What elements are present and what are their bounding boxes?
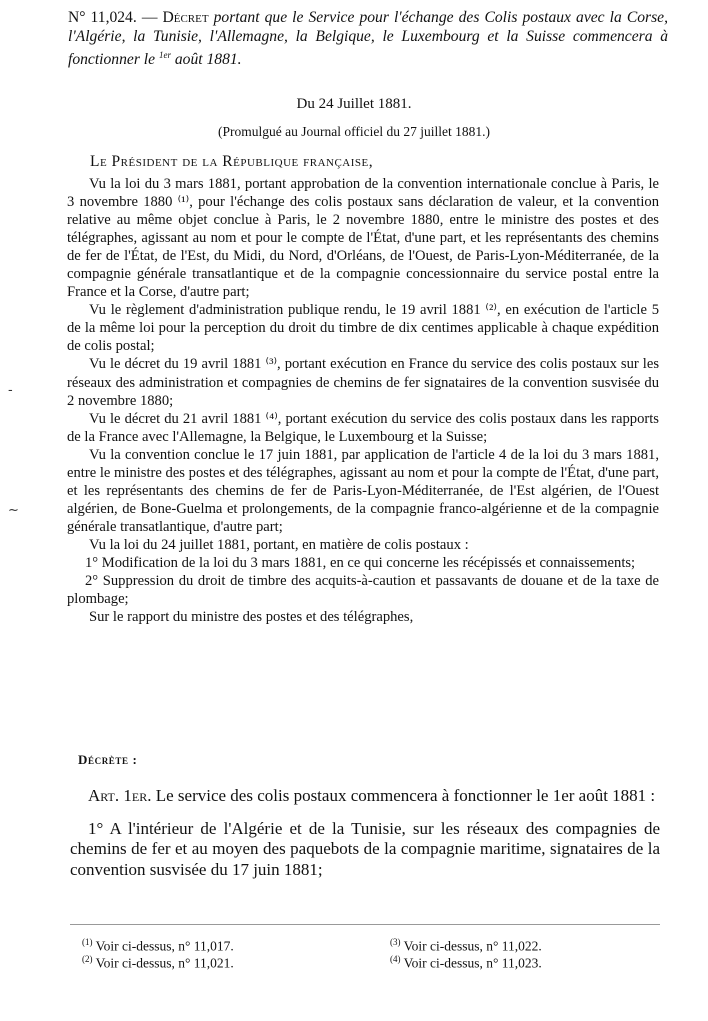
footnote-text: Voir ci-dessus, n° 11,017.	[95, 938, 234, 954]
margin-mark: -	[8, 383, 13, 398]
preamble-body	[67, 175, 659, 626]
footnote-mark: (2)	[82, 954, 93, 964]
article-1	[70, 786, 660, 880]
footnote-4	[390, 951, 542, 972]
footnote-2	[82, 951, 234, 972]
decree-title-sup: 1er	[158, 50, 171, 60]
preamble-paragraph: Vu la loi du 24 juillet 1881, portant, en matière de colis postaux :	[89, 536, 469, 553]
promulgation-note: (Promulgué au Journal officiel du 27 juillet 1881.)	[218, 124, 490, 139]
article-1-lead	[70, 786, 660, 807]
decree-number: N° 11,024. — D	[68, 9, 174, 26]
article-point-1: 1° A l'intérieur de l'Algérie et de la Tunisie, sur les réseaux des compagnies de chemins de fer et au moyen des paquebots de la compagnie maritime, signataires de la convention susvisée du 17 juin 1881;	[70, 818, 660, 879]
footnote-text: Voir ci-dessus, n° 11,022.	[403, 938, 542, 954]
decree-header	[68, 8, 668, 69]
decrete-heading: Décrète :	[78, 752, 138, 767]
preamble-paragraph: Vu la loi du 3 mars 1881, portant approbation de la convention internationale conclue à Paris, le 3 novembre 1880 ⁽¹⁾, pour l'échange des colis postaux sans déclaration de valeur, et la convention relative au même objet conclue à Paris, le 2 novembre 1880, entre le ministre des postes et des télégraphes, agissant au nom et pour le compte de l'État, d'une part, et les représentants des chemins de fer de l'État, de l'Est, du Midi, du Nord, d'Orléans, de l'Ouest, de Paris-Lyon-Méditerranée, de la compagnie générale transatlantique et de la compagnie concessionnaire du service postal entre la France et la Corse, d'autre part;	[67, 176, 659, 301]
preamble-paragraph: Vu le décret du 19 avril 1881 ⁽³⁾, portant exécution en France du service des colis postaux sur les réseaux des administration et compagnies de chemins de fer signataires de la convention susvisée du 2 novembre 1880;	[67, 356, 659, 409]
preamble-subitem: 1° Modification de la loi du 3 mars 1881, en ce qui concerne les récépissés et connaissements;	[85, 554, 636, 571]
footnote-text: Voir ci-dessus, n° 11,023.	[403, 955, 542, 971]
preamble-paragraph: Vu le règlement d'administration publique rendu, le 19 avril 1881 ⁽²⁾, en exécution de l'article 5 de la même loi pour la perception du droit du timbre de dix centimes applicable à chaque expédition de colis postal;	[67, 302, 659, 355]
preamble-paragraph: Vu le décret du 21 avril 1881 ⁽⁴⁾, portant exécution du service des colis postaux dans les rapports de la France avec l'Allemagne, la Belgique, le Luxembourg et la Suisse;	[67, 410, 659, 445]
footnote-text: Voir ci-dessus, n° 11,021.	[95, 955, 234, 971]
footnote-mark: (4)	[390, 954, 401, 964]
margin-mark: ~	[8, 503, 19, 518]
president-heading: Le Président de la République française,	[90, 153, 374, 170]
article-text: Le service des colis postaux commencera à fonctionner le 1er août 1881 :	[151, 786, 656, 805]
decree-word: écret	[173, 9, 209, 26]
preamble-subitem: 2° Suppression du droit de timbre des acquits-à-caution et passavants de douane et de la taxe de plombage;	[67, 573, 659, 608]
decree-title-end: août 1881.	[170, 51, 242, 69]
footnote-mark: (1)	[82, 937, 93, 947]
dateline: Du 24 Juillet 1881.	[296, 96, 412, 112]
preamble-paragraph: Vu la convention conclue le 17 juin 1881, par application de l'article 4 de la loi du 3 mars 1881, entre le ministre des postes et des télégraphes, agissant au nom et pour la compte de l'État, d'une part, et les représentants des chemins de fer de Paris-Lyon-Méditerranée, de l'Est algérien, de l'Ouest algérien, de Bone-Guelma et prolongements, de la compagnie franco-algérienne et de la compagnie générale transatlantique, d'autre part;	[67, 446, 659, 535]
decree-title: portant que le Service pour l'échange des Colis postaux avec la Corse, l'Algérie, la Tunisie, l'Allemagne, la Belgique, le Luxembourg et la Suisse commencera à fonctionner le	[68, 9, 668, 69]
footnote-mark: (3)	[390, 937, 401, 947]
article-label: Art. 1er.	[88, 786, 152, 805]
footnote-divider	[70, 924, 660, 925]
preamble-paragraph: Sur le rapport du ministre des postes et des télégraphes,	[89, 609, 414, 626]
